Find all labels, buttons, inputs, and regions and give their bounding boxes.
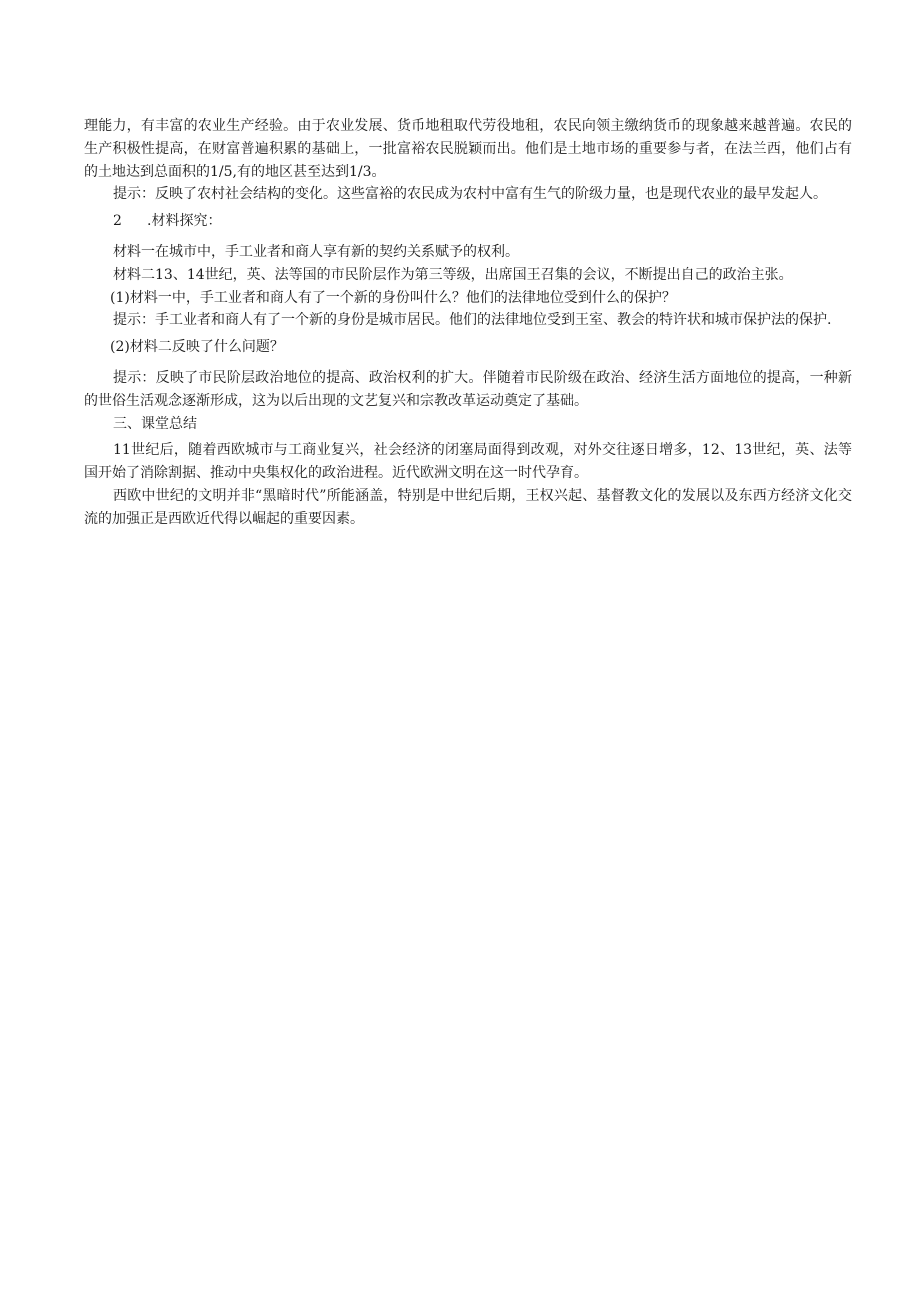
question-2: (2)材料二反映了什么问题？ xyxy=(110,339,284,356)
summary-heading: 三、课堂总结 xyxy=(113,415,197,432)
summary-paragraph-2: 西欧中世纪的文明并非“黑暗时代”所能涵盖，特别是中世纪后期，王权兴起、基督教文化的发展以及东西方经济文化交流的加强正是西欧近代得以崛起的重要因素。 xyxy=(84,487,852,527)
hint-paragraph-1: 提示：反映了农村社会结构的变化。这些富裕的农民成为农村中富有生气的阶级力量，也是现代农业的最早发起人。 xyxy=(113,186,827,203)
section-2-heading xyxy=(84,210,852,233)
section-2-title: .材料探究： xyxy=(147,213,222,230)
answer-1: 提示：手工业者和商人有了一个新的身份是城市居民。他们的法律地位受到王室、教会的特许状和城市保护法的保护. xyxy=(113,312,832,329)
material-2: 材料二13、14世纪，英、法等国的市民阶层作为第三等级，出席国王召集的会议，不断提出自己的政治主张。 xyxy=(113,266,793,283)
summary-paragraph-1: 11世纪后，随着西欧城市与工商业复兴，社会经济的闭塞局面得到改观，对外交往逐日增多，12、13世纪，英、法等国开始了消除割据、推动中央集权化的政治进程。近代欧洲文明在这一时代孕育。 xyxy=(84,442,852,482)
question-1: (1)材料一中，手工业者和商人有了一个新的身份叫什么？他们的法律地位受到什么的保护？ xyxy=(110,289,676,306)
document-page xyxy=(84,115,852,531)
section-2-number: 2 xyxy=(113,213,122,230)
answer-2: 提示：反映了市民阶层政治地位的提高、政治权利的扩大。伴随着市民阶级在政治、经济生活方面地位的提高，一种新的世俗生活观念逐渐形成，这为以后出现的文艺复兴和宗教改革运动奠定了基础。 xyxy=(84,369,852,409)
paragraph-continued: 理能力，有丰富的农业生产经验。由于农业发展、货币地租取代劳役地租，农民向领主缴纳货币的现象越来越普遍。农民的生产积极性提高，在财富普遍积累的基础上，一批富裕农民脱颖而出。他们是土地市场的重要参与者，在法兰西，他们占有的土地达到总面积的1/5,有的地区甚至达到1/3。 xyxy=(84,118,852,180)
material-1: 材料一在城市中，手工业者和商人享有新的契约关系赋予的权利。 xyxy=(113,243,519,260)
